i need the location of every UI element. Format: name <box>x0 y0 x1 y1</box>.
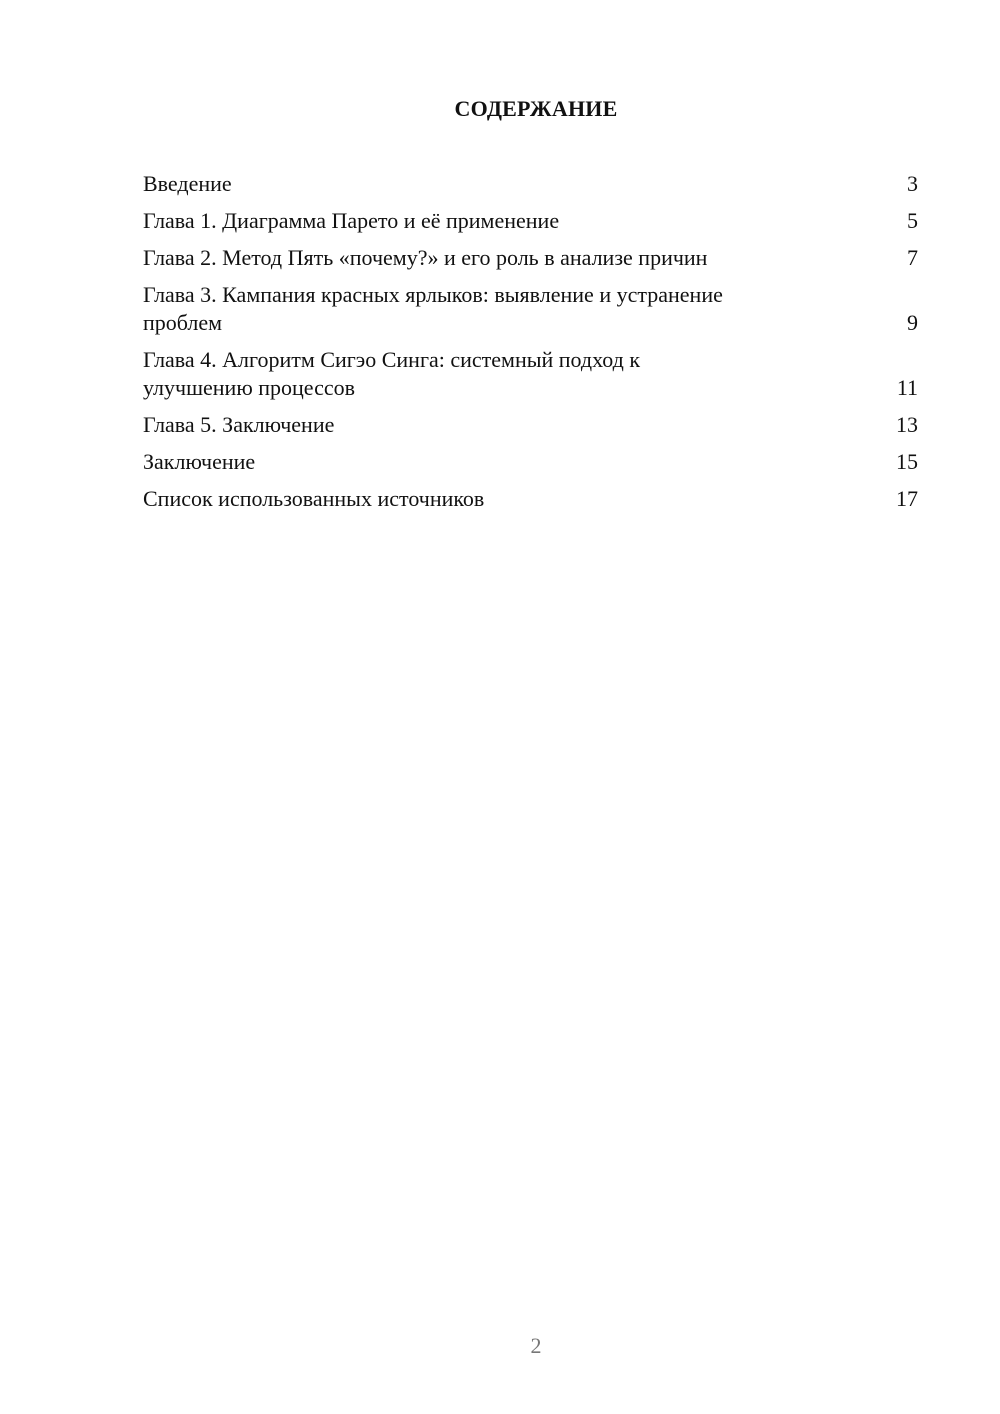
toc-entry-label: Глава 2. Метод Пять «почему?» и его роль в анализе причин <box>143 245 708 270</box>
toc-entry-page: 13 <box>896 412 918 437</box>
toc-entry-label: Глава 5. Заключение <box>143 412 335 437</box>
toc-entry-page: 5 <box>907 208 918 233</box>
toc-entry-page: 17 <box>896 486 918 511</box>
toc-entry-page: 9 <box>907 310 918 335</box>
page-number: 2 <box>530 1333 542 1358</box>
toc-entry-label: Глава 3. Кампания красных ярлыков: выявление и устранение проблем <box>143 282 723 335</box>
toc-entry-label: Список использованных источников <box>143 486 485 511</box>
toc-entry-introduction[interactable] <box>143 170 918 198</box>
toc-entry-label: Введение <box>143 171 232 196</box>
toc-entry-chapter-3[interactable] <box>143 281 918 337</box>
toc-entry-page: 11 <box>896 375 918 400</box>
toc-entry-page: 15 <box>896 449 918 474</box>
toc-entry-label: Глава 4. Алгоритм Сигэо Синга: системный подход к улучшению процессов <box>143 347 641 400</box>
toc-entry-page: 3 <box>907 171 918 196</box>
toc-entry-chapter-5[interactable] <box>143 411 918 439</box>
toc-entry-chapter-2[interactable] <box>143 244 918 272</box>
toc-entry-label: Глава 1. Диаграмма Парето и её применение <box>143 208 560 233</box>
toc-entry-conclusion[interactable] <box>143 448 918 476</box>
toc-entry-chapter-1[interactable] <box>143 207 918 235</box>
toc-title: СОДЕРЖАНИЕ <box>454 96 618 121</box>
toc-entry-references[interactable] <box>143 485 918 513</box>
toc-entry-chapter-4[interactable] <box>143 346 918 402</box>
table-of-contents <box>143 170 918 522</box>
toc-entry-page: 7 <box>907 245 918 270</box>
toc-entry-label: Заключение <box>143 449 256 474</box>
